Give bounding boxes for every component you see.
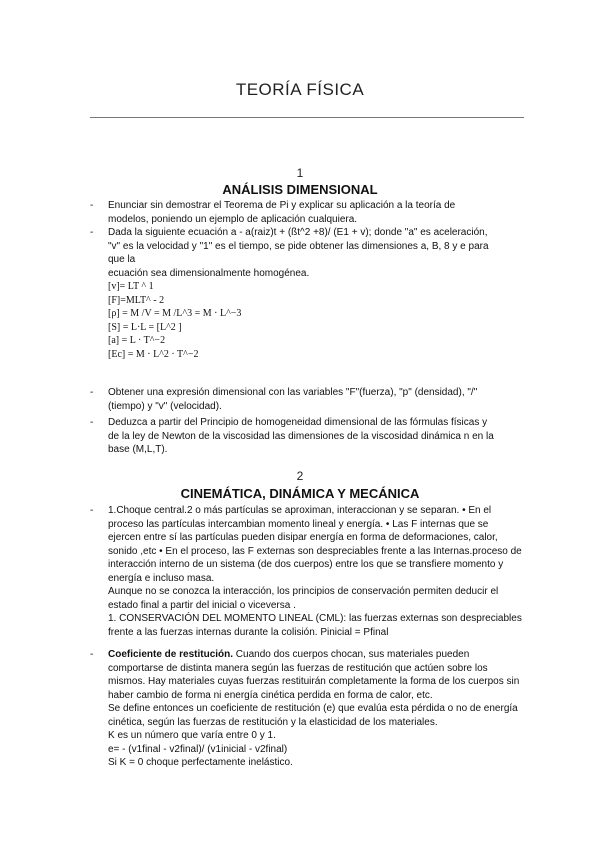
bullet-dash: -: [90, 505, 94, 516]
text-line: base (M,L,T).: [108, 444, 168, 455]
text-line: Obtener una expresión dimensional con las variables "F"(fuerza), "p" (densidad), "/": [108, 387, 478, 398]
section-1-questions: [90, 386, 530, 457]
formula-line: [Ec] = M · L^2 · T^−2: [108, 348, 199, 360]
formula-line: [a] = L · T^−2: [108, 335, 166, 346]
text-line: (tiempo) y "v" (velocidad).: [108, 400, 222, 412]
text-line: interacción interno de un sistema (de dos cuerpos) entre los que se transfiere momento y: [108, 559, 504, 570]
formula-line: [v]= LT ^ 1: [108, 281, 154, 292]
text-line: mismos. Hay materiales cuyas fuerzas restituirán completamente la forma de los cuerpos sin: [108, 676, 520, 687]
section-1-number: 1: [296, 166, 304, 180]
text-line: Deduzca a partir del Principio de homogeneidad dimensional de las fórmulas físicas y: [108, 417, 488, 428]
text-line: cinética, según las fuerzas de restitución y la elasticidad de los materiales.: [108, 716, 438, 728]
section-2-number: 2: [296, 469, 304, 483]
formula-line: [S] = L·L = [L^2 ]: [108, 321, 182, 333]
bullet-dash: -: [90, 387, 94, 398]
bullet-dash: -: [90, 417, 94, 428]
text-line: estado final a partir del inicial o viceversa .: [108, 599, 296, 611]
list-item: [90, 199, 530, 226]
text-line: energía e incluso masa.: [108, 572, 215, 584]
restitution-section: [90, 648, 530, 770]
text-line: modelos, poniendo un ejemplo de aplicación cualquiera.: [108, 213, 358, 225]
dimension-formulas: [90, 280, 530, 361]
list-item: [90, 504, 530, 639]
formula-line: [ρ] = M /V = M /L^3 = M · L^−3: [108, 308, 242, 319]
page-title: TEORÍA FÍSICA: [235, 80, 365, 99]
formula-line: [F]=MLT^ - 2: [108, 294, 165, 306]
text-line: de la ley de Newton de la viscosidad las dimensiones de la viscosidad dinámica n en la: [108, 430, 494, 442]
section-1-title: ANÁLISIS DIMENSIONAL: [222, 182, 378, 197]
text-line: Si K = 0 choque perfectamente inelástico.: [108, 757, 293, 768]
bullet-dash: -: [90, 200, 94, 211]
text-line: haber cambio de forma ni energía cinética perdida en forma de calor, etc.: [108, 689, 433, 701]
text-line: sonido ,etc • En el proceso, las F externas son despreciables frente a las Internas.proceso de: [108, 545, 522, 557]
section-2-body: [90, 504, 530, 639]
text-line: frente a las fuerzas internas durante la colisión. Pinicial = Pfinal: [108, 626, 389, 638]
list-item: [90, 226, 530, 280]
text-line: proceso las partículas intercambian momento lineal y energía. • Las F internas que se: [108, 518, 489, 530]
text-line: Dada la siguiente ecuación a - a(raiz)t + (ßt^2 +8)/ (E1 + v); donde "a" es aceleración,: [108, 227, 488, 238]
list-item: [90, 416, 530, 457]
text-line: Enunciar sin demostrar el Teorema de Pi y explicar su aplicación a la teoría de: [108, 200, 456, 211]
text-line: [108, 648, 530, 662]
text-run: Cuando dos cuerpos chocan, sus materiales pueden: [233, 649, 470, 660]
bullet-dash: -: [90, 649, 94, 660]
text-line: e= - (v1final - v2final)/ (v1inicial - v2final): [108, 743, 288, 755]
title-divider: [90, 117, 524, 118]
section-1-intro: [90, 199, 530, 361]
text-line: ejercen entre sí las partículas pueden disipar energía en forma de deformaciones, calor,: [108, 532, 498, 543]
text-line: que la: [108, 254, 136, 265]
text-line: ecuación sea dimensionalmente homogénea.: [108, 267, 310, 279]
text-line: comportarse de distinta manera según las fuerzas de restitución que actúen sobre los: [108, 662, 488, 674]
section-2-title: CINEMÁTICA, DINÁMICA Y MECÁNICA: [180, 486, 420, 501]
bullet-dash: -: [90, 227, 94, 238]
text-line: 1. CONSERVACIÓN DEL MOMENTO LINEAL (CML): las fuerzas externas son despreciables: [108, 613, 522, 624]
text-line: "v" es la velocidad y "1" es el tiempo, se pide obtener las dimensiones a, B, 8 y e para: [108, 240, 489, 252]
text-line: Aunque no se conozca la interacción, los principios de conservación permiten deducir el: [108, 586, 499, 597]
list-item: [90, 648, 530, 770]
term-heading: Coeficiente de restitución.: [108, 649, 234, 660]
list-item: [90, 386, 530, 413]
text-line: 1.Choque central.2 o más partículas se aproximan, interaccionan y se separan. • En el: [108, 505, 492, 516]
text-line: K es un número que varía entre 0 y 1.: [108, 730, 276, 741]
text-line: Se define entonces un coeficiente de restitución (e) que evalúa esta pérdida o no de energía: [108, 703, 518, 714]
